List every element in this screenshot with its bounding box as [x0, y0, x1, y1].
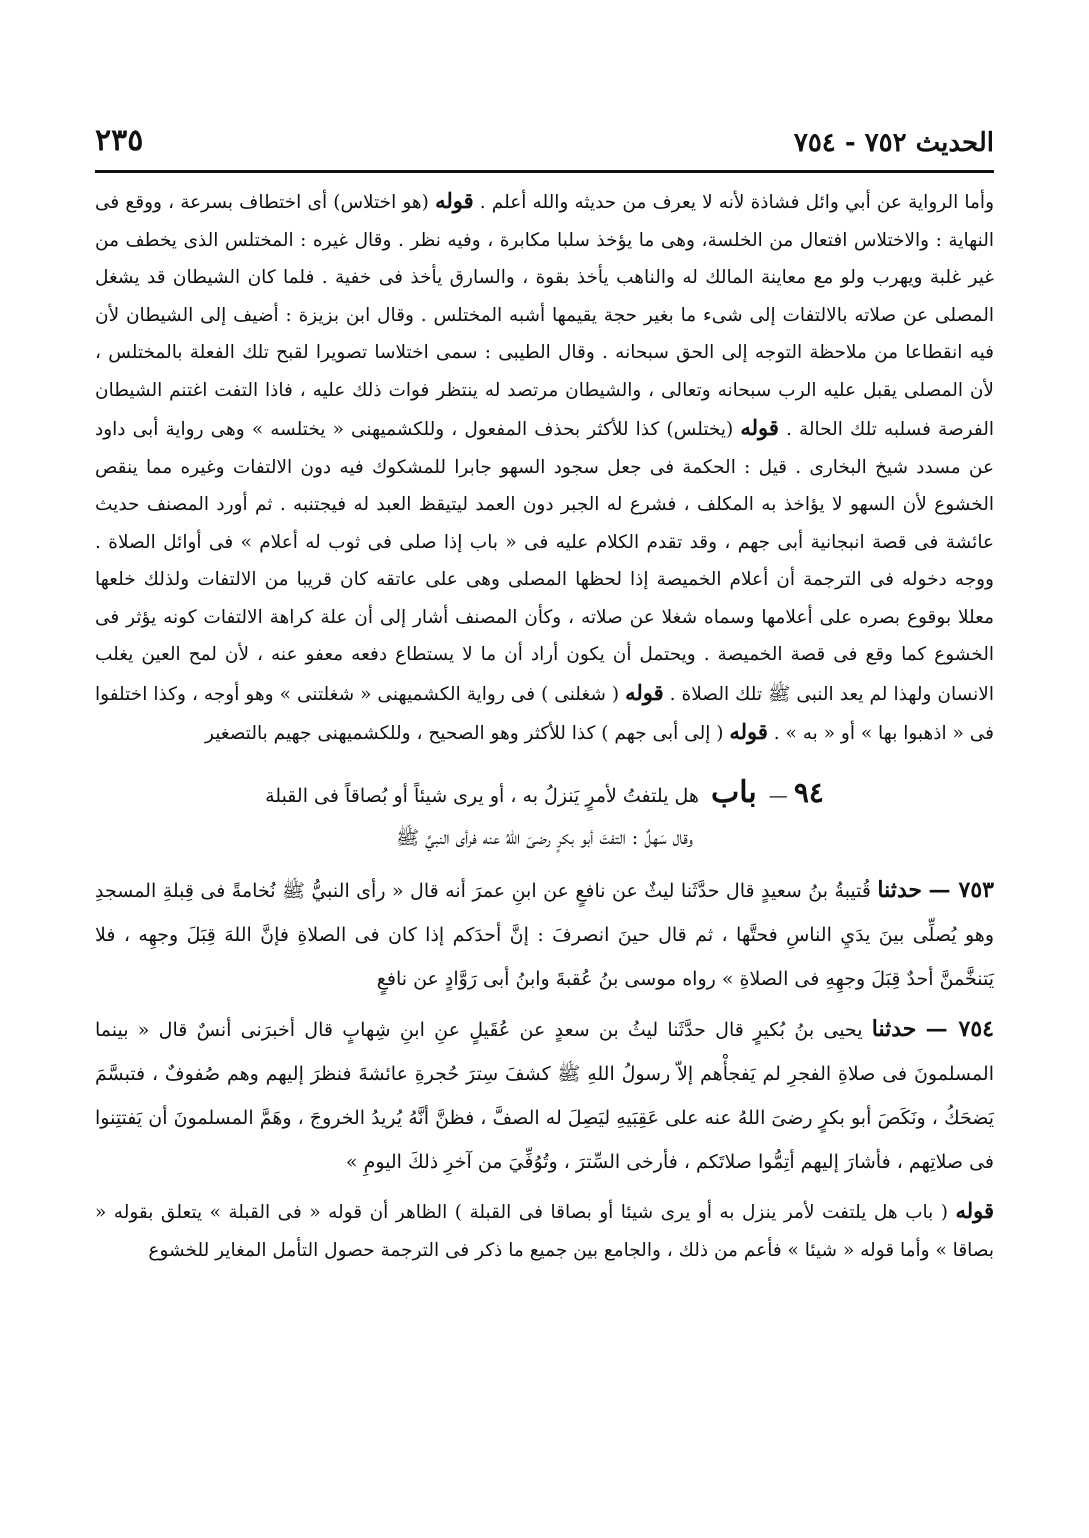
commentary-text: وأما الرواية عن أبي وائل فشاذة لأنه لا يعرف من حديثه والله أعلم .	[479, 192, 994, 213]
qawluhu-keyword: قوله	[729, 719, 768, 744]
page-header	[95, 118, 994, 158]
chapter-bab: باب	[710, 774, 757, 810]
chapter-dash: —	[768, 784, 788, 807]
chapter-number: ٩٤	[793, 775, 824, 809]
commentary-text: ( باب هل يلتفت لأمر ينزل به أو يرى شيئا أو بصاقا فى القبلة ) الظاهر أن قوله « فى القبلة » يتعلق بقوله « بصاقا » وأما قوله « شيئا » فأعم من ذلك ، والجامع بين جميع ما ذكر فى الترجمة حصول التأمل المغاير للخشوع	[95, 1201, 994, 1261]
haddathana-keyword: حدثنا	[871, 1015, 917, 1042]
commentary-text: (هو اختلاس) أى اختطاف بسرعة ، ووقع فى النهاية : والاختلاس افتعال من الخلسة، وهى ما يؤخذ سلبا مكابرة ، وفيه نظر . وقال غيره : المختلس الذى يخطف من غير غلبة ويهرب ولو مع معاينة المالك له والناهب يأخذ بقوة ، والسارق يأخذ فى خفية . فلما كان الشيطان قد يشغل المصلى عن صلاته بالالتفات إلى شىء ما بغير حجة يقيمها أشبه المختلس . وقال ابن بزيزة : أضيف إلى الشيطان لأن فيه انقطاعا من ملاحظة التوجه إلى الحق سبحانه . وقال الطيبى : سمى اختلاسا تصويرا لقبح تلك الفعلة بالمختلس ، لأن المصلى يقبل عليه الرب سبحانه وتعالى ، والشيطان مرتصد له ينتظر فوات ذلك عليه ، فاذا التفت اغتنم الشيطان الفرصة فسلبه تلك الحالة .	[95, 192, 995, 440]
hadith-number: ٧٥٤ —	[925, 1015, 994, 1042]
hadith-753	[95, 868, 994, 1001]
hadith-text: يحيى بنُ بُكيرٍ قال حدَّثَنا ليثُ بن سعدٍ عن عُقَيلٍ عنِ ابنِ شِهابٍ قال أخبرَنى أنسٌ قال « بينما المسلمونَ فى صلاةِ الفجرِ لم يَفجأْهم إلاّ رسولُ اللهِ ﷺ كشفَ سِترَ حُجرةِ عائشةَ فنظرَ إليهم وهم صُفوفٌ ، فتبسَّمَ يَضحَكُ ، ونَكَصَ أبو بكرٍ رضىَ اللهُ عنه على عَقِبَيهِ ليَصِلَ له الصفَّ ، فظنَّ أنَّهُ يُريدُ الخروجَ ، وهَمَّ المسلمونَ أن يَفتتِنوا فى صلاتِهم ، فأشارَ إليهم أتِمُّوا صلاتَكم ، فأرخى السِّترَ ، وتُوُفِّيَ من آخرِ ذلكَ اليومِ »	[95, 1018, 994, 1173]
qawluhu-keyword: قوله	[435, 188, 474, 213]
qawluhu-keyword: قوله	[955, 1197, 994, 1223]
commentary-bottom	[95, 1192, 994, 1270]
hadith-754	[95, 1007, 994, 1184]
commentary-text: (يختلس) كذا للأكثر بحذف المفعول ، وللكشميهنى « يختلسه » وهى رواية أبى داود عن مسدد شيخ البخارى . قيل : الحكمة فى جعل سجود السهو جابرا للمشكوك فيه دون الالتفات وغيره مما ينقص الخشوع لأن السهو لا يؤاخذ به المكلف ، فشرع له الجبر دون العمد ليتيقظ العبد له فيجتنبه . ثم أورد المصنف حديث عائشة فى قصة انبجانية أبى جهم ، وقد تقدم الكلام عليه فى « باب إذا صلى فى ثوب له أعلام » فى أوائل الصلاة . ووجه دخوله فى الترجمة أن أعلام الخميصة إذا لحظها المصلى وهى على عاتقه كان قريبا من الالتفات ولذلك خلعها معللا بوقوع بصره على أعلامها وسماه شغلا عن صلاته ، وكأن المصنف أشار إلى أن علة كراهة الالتفات كونه يؤثر فى الخشوع كما وقع فى قصة الخميصة . ويحتمل أن يكون أراد أن ما لا يستطاع دفعه معفو عنه ، لأن لمح العين يغلب الانسان ولهذا لم يعد النبى ﷺ تلك الصلاة .	[95, 419, 994, 705]
qawluhu-keyword: قوله	[625, 679, 664, 705]
qawluhu-keyword: قوله	[740, 415, 779, 440]
commentary-text: ( شغلنى ) فى رواية الكشميهنى « شغلتنى » وهو أوجه ، وكذا اختلفوا فى « اذهبوا بها » أو « به » .	[95, 683, 994, 744]
hadith-number: ٧٥٣ —	[928, 876, 994, 903]
header-rule	[95, 170, 994, 173]
commentary-text: ( إلى أبى جهم ) كذا للأكثر وهو الصحيح ، وللكشميهنى جهيم بالتصغير	[204, 723, 724, 744]
page-number: ٢٣٥	[95, 123, 144, 158]
page-body	[95, 182, 994, 1270]
chapter-title: هل يلتفتُ لأمرٍ يَنزلُ به ، أو يرى شيئاً أو بُصاقاً فى القبلة	[265, 784, 699, 807]
commentary-top	[95, 182, 994, 753]
haddathana-keyword: حدثنا	[877, 876, 922, 903]
hadith-text: قُتيبةُ بنُ سعيدٍ قال حدَّثَنا ليثٌ عن نافعٍ عن ابنِ عمرَ أنه قال « رأى النبيُّ ﷺ نُخامةً فى قِبلةِ المسجدِ وهو يُصلِّى بينَ يدَيِ الناسِ فحتَّها ، ثم قال حينَ انصرفَ : إنَّ أحدَكم إذا كان فى الصلاةِ فإنَّ اللهَ قِبَلَ وجهِه ، فلا يَتنخَّمنَّ أحدٌ قِبَلَ وجهِهِ فى الصلاةِ » رواه موسى بنُ عُقبةَ وابنُ أبى رَوَّادٍ عن نافعٍ	[95, 879, 994, 990]
chapter-subtitle: وقال سَهلٌ : التفتَ أبو بكرٍ رضىَ اللهُ عنه فرأى النبيَّ ﷺ	[396, 826, 693, 849]
running-title: الحديث ٧٥٢ - ٧٥٤	[793, 128, 994, 158]
chapter-heading	[95, 773, 994, 816]
